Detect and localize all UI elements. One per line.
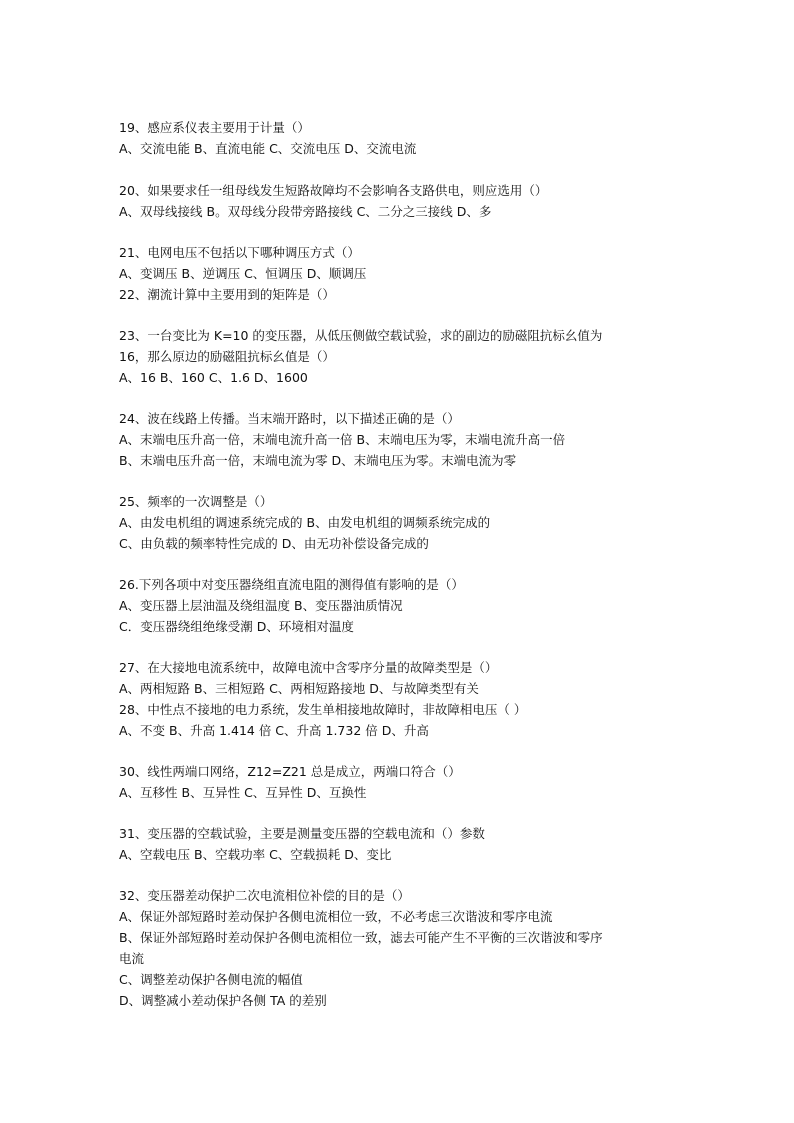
question-19: 19、感应系仪表主要用于计量（）: [119, 120, 310, 135]
question-28-options: A、不变 B、升高 1.414 倍 C、升高 1.732 倍 D、升高: [119, 723, 429, 738]
question-25-options-cd: C、由负载的频率特性完成的 D、由无功补偿设备完成的: [119, 536, 429, 551]
question-20-options: A、双母线接线 B。双母线分段带旁路接线 C、二分之三接线 D、多: [119, 204, 492, 219]
question-26: 26.下列各项中对变压器绕组直流电阻的测得值有影响的是（）: [119, 577, 464, 592]
question-32-option-a: A、保证外部短路时差动保护各侧电流相位一致，不必考虑三次谐波和零序电流: [119, 909, 553, 924]
question-32-option-d: D、调整减小差动保护各侧 TA 的差别: [119, 993, 327, 1008]
question-25-options-ab: A、由发电机组的调速系统完成的 B、由发电机组的调频系统完成的: [119, 515, 491, 530]
question-26-options-cd: C．变压器绕组绝缘受潮 D、环境相对温度: [119, 619, 354, 634]
question-28: 28、中性点不接地的电力系统，发生单相接地故障时，非故障相电压（ ）: [119, 702, 527, 717]
question-20: 20、如果要求任一组母线发生短路故障均不会影响各支路供电，则应选用（）: [119, 183, 548, 198]
question-23-continued: 16，那么原边的励磁阻抗标幺值是（）: [119, 349, 335, 364]
question-31: 31、变压器的空载试验，主要是测量变压器的空载电流和（）参数: [119, 826, 485, 841]
question-27-options: A、两相短路 B、三相短路 C、两相短路接地 D、与故障类型有关: [119, 681, 479, 696]
question-27: 27、在大接地电流系统中，故障电流中含零序分量的故障类型是（）: [119, 660, 498, 675]
question-30-options: A、互移性 B、互异性 C、互异性 D、互换性: [119, 785, 367, 800]
question-23-options: A、16 B、160 C、1.6 D、1600: [119, 370, 308, 385]
question-32-option-c: C、调整差动保护各侧电流的幅值: [119, 972, 303, 987]
question-21: 21、电网电压不包括以下哪种调压方式（）: [119, 245, 360, 260]
question-25: 25、频率的一次调整是（）: [119, 494, 273, 509]
question-24-options-cd: B、末端电压升高一倍，末端电流为零 D、末端电压为零。末端电流为零: [119, 453, 517, 468]
question-32: 32、变压器差动保护二次电流相位补偿的目的是（）: [119, 888, 410, 903]
question-26-options-ab: A、变压器上层油温及绕组温度 B、变压器油质情况: [119, 598, 403, 613]
question-24: 24、波在线路上传播。当末端开路时，以下描述正确的是（）: [119, 411, 460, 426]
question-19-options: A、交流电能 B、直流电能 C、交流电压 D、交流电流: [119, 141, 417, 156]
question-22: 22、潮流计算中主要用到的矩阵是（）: [119, 287, 335, 302]
question-23: 23、一台变比为 K=10 的变压器，从低压侧做空载试验，求的副边的励磁阻抗标幺值为: [119, 328, 603, 343]
question-32-option-b: B、保证外部短路时差动保护各侧电流相位一致，滤去可能产生不平衡的三次谐波和零序: [119, 930, 603, 945]
question-31-options: A、空载电压 B、空载功率 C、空载损耗 D、变比: [119, 847, 392, 862]
question-30: 30、线性两端口网络，Z12=Z21 总是成立，两端口符合（）: [119, 764, 461, 779]
question-32-option-b-continued: 电流: [119, 951, 145, 966]
question-24-options-ab: A、末端电压升高一倍，末端电流升高一倍 B、末端电压为零，末端电流升高一倍: [119, 432, 566, 447]
question-21-options: A、变调压 B、逆调压 C、恒调压 D、顺调压: [119, 266, 367, 281]
